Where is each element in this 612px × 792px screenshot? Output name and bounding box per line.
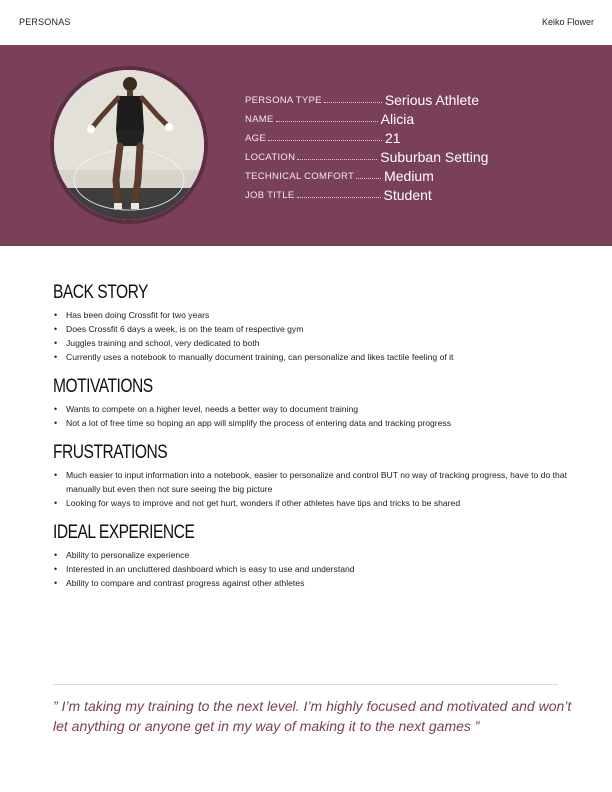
list-item: • Looking for ways to improve and not get hurt, wonders if other athletes have tips and tricks to be shared [53,496,573,510]
persona-type-row [245,89,585,108]
job-title-label: JOB TITLE [245,190,295,201]
athlete-image [54,70,204,220]
job-title-row [245,184,585,203]
persona-type-label: PERSONA TYPE [245,95,322,106]
age-row [245,127,585,146]
list-item: • Does Crossfit 6 days a week, is on the team of respective gym [53,322,573,336]
persona-type-value: Serious Athlete [384,92,479,108]
list-item: • Wants to compete on a higher level, needs a better way to document training [53,402,573,416]
location-row [245,146,585,165]
leader-dots [297,197,381,198]
location-value: Suburban Setting [380,149,489,165]
back-story-list [53,308,573,364]
list-item: • Ability to compare and contrast progress against other athletes [53,576,573,590]
leader-dots [324,102,382,103]
section-title: IDEAL EXPERIENCE [53,522,195,543]
document-type-label: PERSONAS [19,17,71,27]
age-value: 21 [384,130,401,146]
leader-dots [268,140,382,141]
section-title: FRUSTRATIONS [53,442,168,463]
list-item: • Much easier to input information into a notebook, easier to personalize and control BUT no way of tracking progress, have to do that manually but even then not sure seeing the big picture [53,468,573,496]
technical-comfort-row [245,165,585,184]
frustrations-section [53,442,573,510]
list-item: • Not a lot of free time so hoping an app will simplify the process of entering data and tracking progress [53,416,573,430]
section-title: BACK STORY [53,282,148,303]
leader-dots [297,159,377,160]
location-label: LOCATION [245,152,296,163]
persona-photo [54,70,204,220]
leader-dots [356,178,381,179]
list-item: • Ability to personalize experience [53,548,573,562]
motivations-section [53,376,573,430]
name-label: NAME [245,114,274,125]
frustrations-list [53,468,573,510]
list-item: • Currently uses a notebook to manually document training, can personalize and likes tactile feeling of it [53,350,573,364]
persona-content [53,282,573,602]
age-label: AGE [245,133,266,144]
technical-comfort-value: Medium [384,168,434,184]
ideal-experience-list [53,548,573,590]
author-name: Keiko Flower [541,17,594,27]
list-item: • Interested in an uncluttered dashboard which is easy to use and understand [53,562,573,576]
persona-details [245,89,585,203]
persona-quote: ” I’m taking my training to the next level. I’m highly focused and motivated and won’t let anything or anyone get in my way of making it to the next games ” [53,698,572,734]
motivations-list [53,402,573,430]
technical-comfort-label: TECHNICAL COMFORT [245,171,355,182]
quote-divider [53,684,558,685]
page-header [0,0,612,45]
name-value: Alicia [380,111,415,127]
list-item: • Has been doing Crossfit for two years [53,308,573,322]
list-item: • Juggles training and school, very dedicated to both [53,336,573,350]
name-row [245,108,585,127]
back-story-section [53,282,573,364]
job-title-value: Student [383,187,432,203]
section-title: MOTIVATIONS [53,376,153,397]
ideal-experience-section [53,522,573,590]
leader-dots [276,121,378,122]
